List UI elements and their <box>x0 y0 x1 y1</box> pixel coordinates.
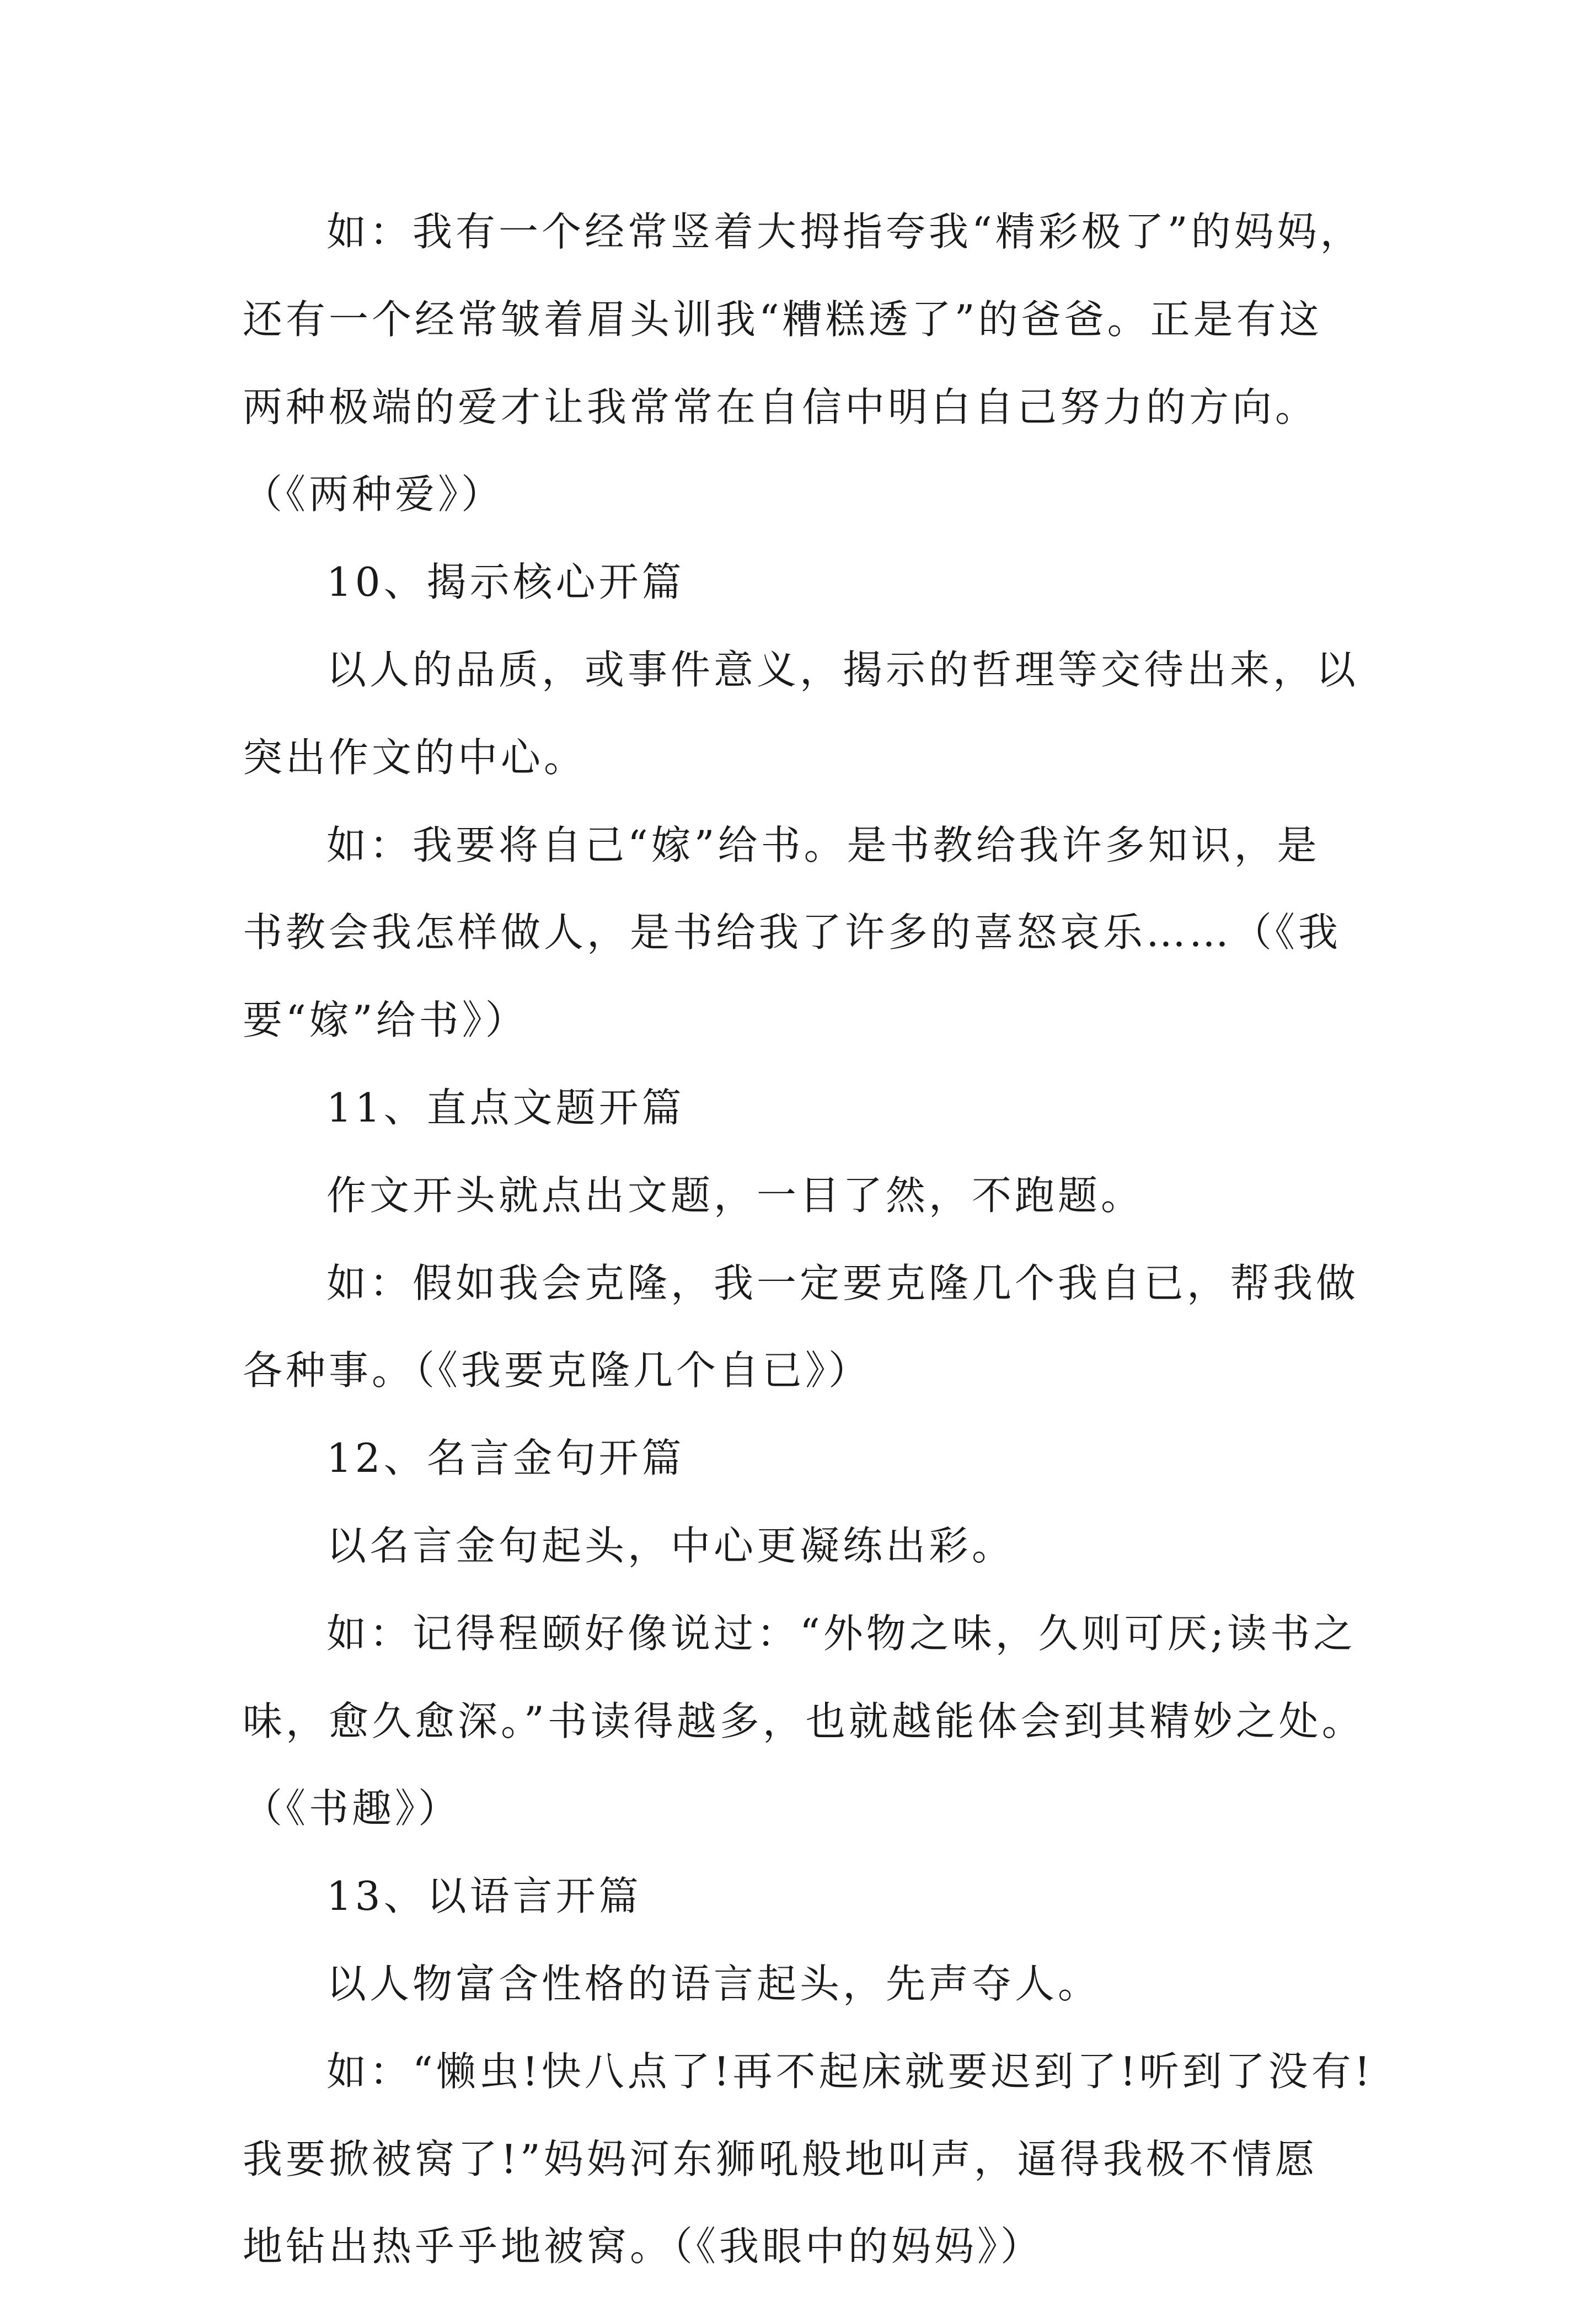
example-source-line: 地钻出热乎乎地被窝。（《我眼中的妈妈》） <box>243 2223 1044 2270</box>
description-line: 突出作文的中心。 <box>243 734 587 781</box>
description-line: 作文开头就点出文题，一目了然，不跑题。 <box>326 1172 1144 1219</box>
example-paragraph-line: 如：记得程颐好像说过：“外物之味，久则可厌;读书之 <box>326 1610 1357 1657</box>
description-line: 以人物富含性格的语言起头，先声夺人。 <box>326 1960 1101 2007</box>
example-paragraph-line: 书教会我怎样做人，是书给我了许多的喜怒哀乐……（《我 <box>243 909 1342 956</box>
example-paragraph-line: 味，愈久愈深。”书读得越多，也就越能体会到其精妙之处。 <box>243 1697 1365 1744</box>
example-paragraph-line: 如：假如我会克隆，我一定要克隆几个我自已，帮我做 <box>326 1259 1359 1306</box>
section-heading-10: 10、揭示核心开篇 <box>326 559 685 606</box>
example-paragraph-line: 我要掀被窝了!”妈妈河东狮吼般地叫声，逼得我极不情愿 <box>243 2135 1318 2182</box>
example-paragraph-line: 两种极端的爱才让我常常在自信中明白自己努力的方向。 <box>243 383 1319 430</box>
section-heading-11: 11、直点文题开篇 <box>326 1084 685 1131</box>
section-heading-13: 13、以语言开篇 <box>326 1873 642 1920</box>
example-source-line: （《两种爱》） <box>243 471 505 518</box>
example-source-line: 各种事。（《我要克隆几个自已》） <box>243 1347 872 1394</box>
example-paragraph-line: 如：“懒虫!快八点了!再不起床就要迟到了!听到了没有! <box>326 2048 1374 2095</box>
document-body <box>243 209 1374 2312</box>
example-source-line: 要“嫁”给书》） <box>243 997 528 1044</box>
section-heading-12: 12、名言金句开篇 <box>326 1435 685 1482</box>
example-paragraph-line: 还有一个经常皱着眉头训我“糟糕透了”的爸爸。正是有这 <box>243 296 1322 343</box>
example-paragraph-line: 如：我要将自己“嫁”给书。是书教给我许多知识，是 <box>326 821 1320 868</box>
example-paragraph-line: 如：我有一个经常竖着大拇指夸我“精彩极了”的妈妈， <box>326 209 1363 255</box>
description-line: 以名言金句起头，中心更凝练出彩。 <box>326 1522 1015 1569</box>
description-line: 以人的品质，或事件意义，揭示的哲理等交待出来，以 <box>326 646 1359 693</box>
example-source-line: （《书趣》） <box>243 1785 462 1832</box>
